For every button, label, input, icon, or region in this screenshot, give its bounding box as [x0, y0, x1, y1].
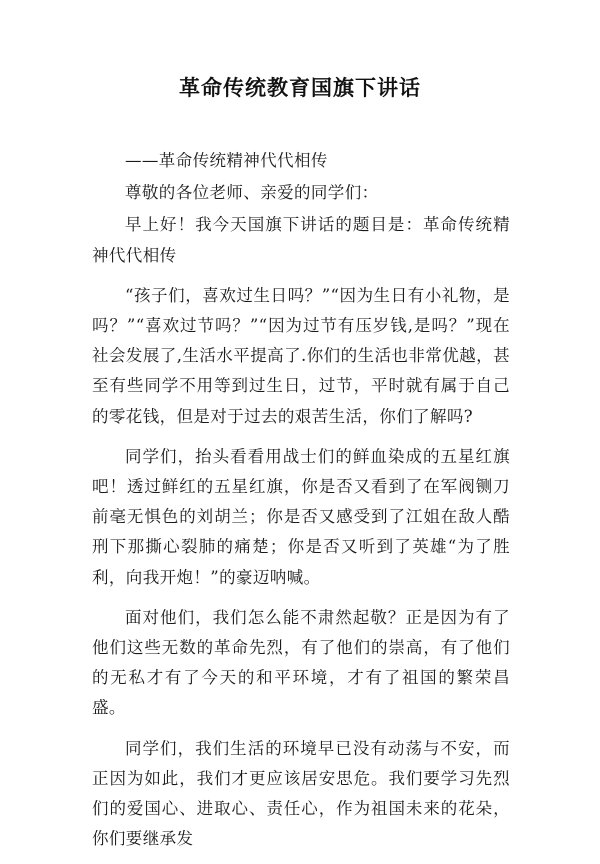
document-subtitle: ——革命传统精神代代相传 [125, 151, 328, 170]
paragraph: 同学们，抬头看看用战士们的鲜血染成的五星红旗吧！透过鲜红的五星红旗，你是否又看到了在军阀铡刀前毫无惧色的刘胡兰；你是否又感受到了江姐在敌人酷刑下那撕心裂肺的痛楚；你是否又听到了英雄“为了胜利，向我开炮！”的豪迈呐喊。 [92, 446, 510, 587]
document-title: 革命传统教育国旗下讲话 [179, 76, 421, 100]
paragraph: 同学们，我们生活的环境早已没有动荡与不安，而正因为如此，我们才更应该居安思危。我们要学习先烈们的爱国心、进取心、责任心，作为祖国未来的花朵，你们要继承发 [92, 738, 510, 849]
paragraph: 早上好！我今天国旗下讲话的题目是：革命传统精神代代相传 [92, 215, 510, 265]
paragraph: “孩子们，喜欢过生日吗？”“因为生日有小礼物，是吗？”“喜欢过节吗？”“因为过节有压岁钱,是吗？”现在社会发展了,生活水平提高了.你们的生活也非常优越，甚至有些同学不用等到过生日，过节，平时就有属于自己的零花钱，但是对于过去的艰苦生活，你们了解吗? [92, 285, 510, 426]
document-body [92, 146, 510, 864]
paragraph: 面对他们，我们怎么能不肃然起敬？正是因为有了他们这些无数的革命先烈，有了他们的崇高，有了他们的无私才有了今天的和平环境，才有了祖国的繁荣昌盛。 [92, 607, 510, 718]
greeting: 尊敬的各位老师、亲爱的同学们： [125, 183, 379, 203]
